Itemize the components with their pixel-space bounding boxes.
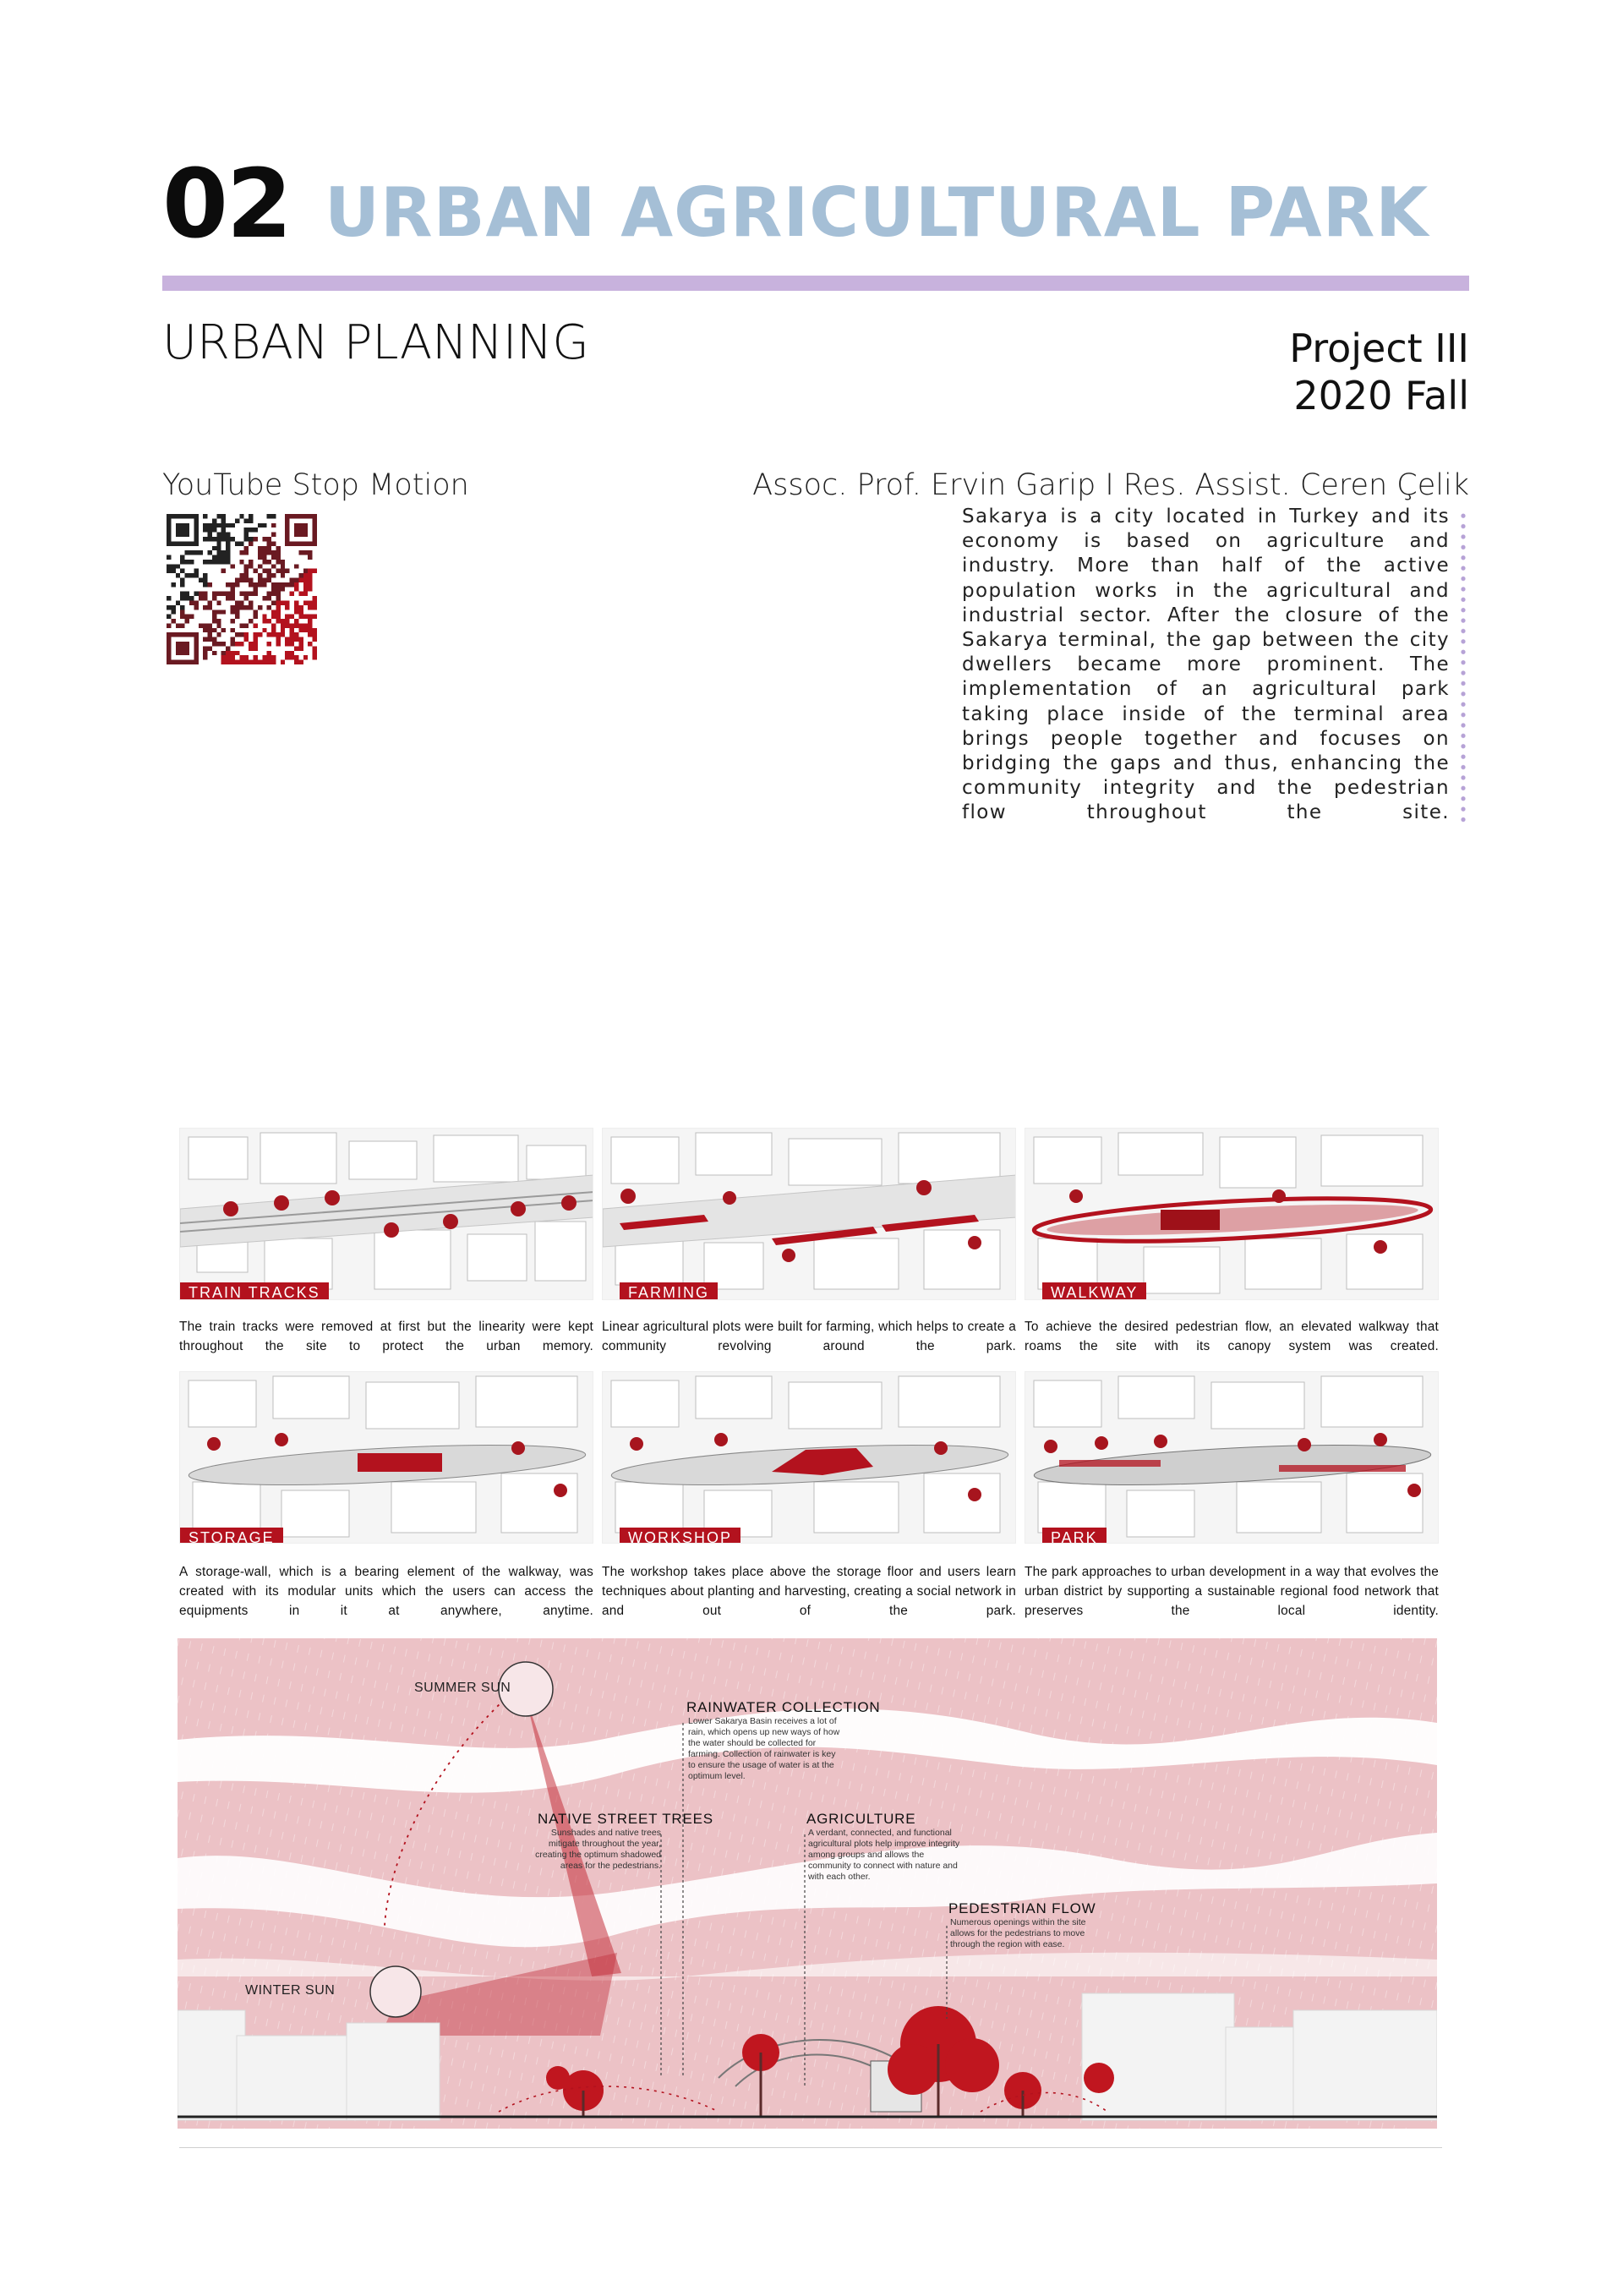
rainwater-text: Lower Sakarya Basin receives a lot of rain, which opens up new ways of how the water should be collected for farming. Collection of rainwater is key to ensure the usage of water is at the optimum level.	[688, 1716, 840, 1781]
title-divider	[162, 276, 1469, 291]
step-caption-workshop: The workshop takes place above the storage floor and users learn techniques about planting and harvesting, creating a social network in and out of the park.	[602, 1565, 1016, 1618]
farming-render	[603, 1129, 1016, 1300]
park-render	[1025, 1372, 1439, 1544]
step-caption-storage: A storage-wall, which is a bearing element of the walkway, was created with its modular units which the users can access the equipments in it at anywhere, anytime.	[179, 1565, 593, 1618]
dotted-divider	[1461, 511, 1466, 825]
step-tag-workshop: WORKSHOP	[620, 1528, 740, 1544]
pedestrian-flow-heading: PEDESTRIAN FLOW	[948, 1900, 1096, 1916]
youtube-label: YouTube Stop Motion	[162, 468, 469, 502]
walkway-render	[1025, 1129, 1439, 1300]
diagram-train-tracks	[179, 1128, 593, 1300]
step-caption-train-tracks: The train tracks were removed at first but the linearity were kept throughout the site to protect the urban memory.	[179, 1320, 593, 1353]
diagram-walkway	[1025, 1128, 1439, 1300]
street-trees-heading: NATIVE STREET TREES	[538, 1811, 713, 1827]
step-tag-train-tracks: TRAIN TRACKS	[180, 1282, 329, 1300]
step-tag-park: PARK	[1042, 1528, 1107, 1544]
step-tag-storage: STORAGE	[180, 1528, 283, 1544]
diagram-workshop	[602, 1371, 1016, 1544]
diagram-farming	[602, 1128, 1016, 1300]
rainwater-heading: RAINWATER COLLECTION	[686, 1699, 881, 1715]
tutors-credit: Assoc. Prof. Ervin Garip I Res. Assist. Ceren Çelik	[752, 468, 1469, 502]
project-number-label: Project III	[1289, 325, 1469, 371]
winter-sun-label: WINTER SUN	[245, 1983, 336, 1998]
step-caption-walkway: To achieve the desired pedestrian flow, an elevated walkway that roams the site with its canopy system was created.	[1025, 1320, 1439, 1353]
storage-render	[180, 1372, 593, 1544]
summer-sun-label: SUMMER SUN	[414, 1681, 511, 1695]
diagram-park	[1025, 1371, 1439, 1544]
discipline-subtitle: URBAN PLANNING	[162, 315, 589, 370]
project-title: URBAN AGRICULTURAL PARK	[325, 173, 1429, 252]
project-info	[1289, 325, 1469, 419]
diagram-storage	[179, 1371, 593, 1544]
pedestrian-flow-text: Numerous openings within the site allows for the pedestrians to move through the region with ease.	[950, 1917, 1086, 1949]
presentation-board	[162, 1121, 1459, 2154]
project-number: 02	[162, 150, 291, 260]
project-semester: 2020 Fall	[1293, 373, 1469, 419]
qr-code-icon[interactable]	[167, 514, 317, 664]
agriculture-heading: AGRICULTURE	[806, 1811, 916, 1827]
board-bottom-rule	[179, 2147, 1442, 2148]
step-tag-farming: FARMING	[620, 1282, 718, 1300]
agriculture-text: A verdant, connected, and functional agricultural plots help improve integrity among groups and allows the community to connect with nature and with each other.	[808, 1828, 960, 1882]
step-caption-park: The park approaches to urban development in a way that evolves the urban district by supporting a sustainable regional food network that preserves the local identity.	[1025, 1565, 1439, 1618]
street-trees-text: Sunshades and native trees mitigate throughout the year, creating the optimum shadowed areas for the pedestrians.	[535, 1828, 661, 1871]
site-section-diagram	[178, 1638, 1437, 2129]
project-description: Sakarya is a city located in Turkey and its economy is based on agriculture and industry. More than half of the active population works in the agricultural and industrial sector. After the closure of the Sakarya terminal, the gap between the city dwellers became more prominent. The implementation of an agricultural park taking place inside of the terminal area brings people together and focuses on bridging the gaps and thus, enhancing the community integrity and the pedestrian flow throughout the site.	[962, 506, 1450, 824]
train-tracks-render	[180, 1129, 593, 1300]
step-caption-farming: Linear agricultural plots were built for farming, which helps to create a community revolving around the park.	[602, 1320, 1016, 1353]
workshop-render	[603, 1372, 1016, 1544]
step-tag-walkway: WALKWAY	[1042, 1282, 1146, 1300]
